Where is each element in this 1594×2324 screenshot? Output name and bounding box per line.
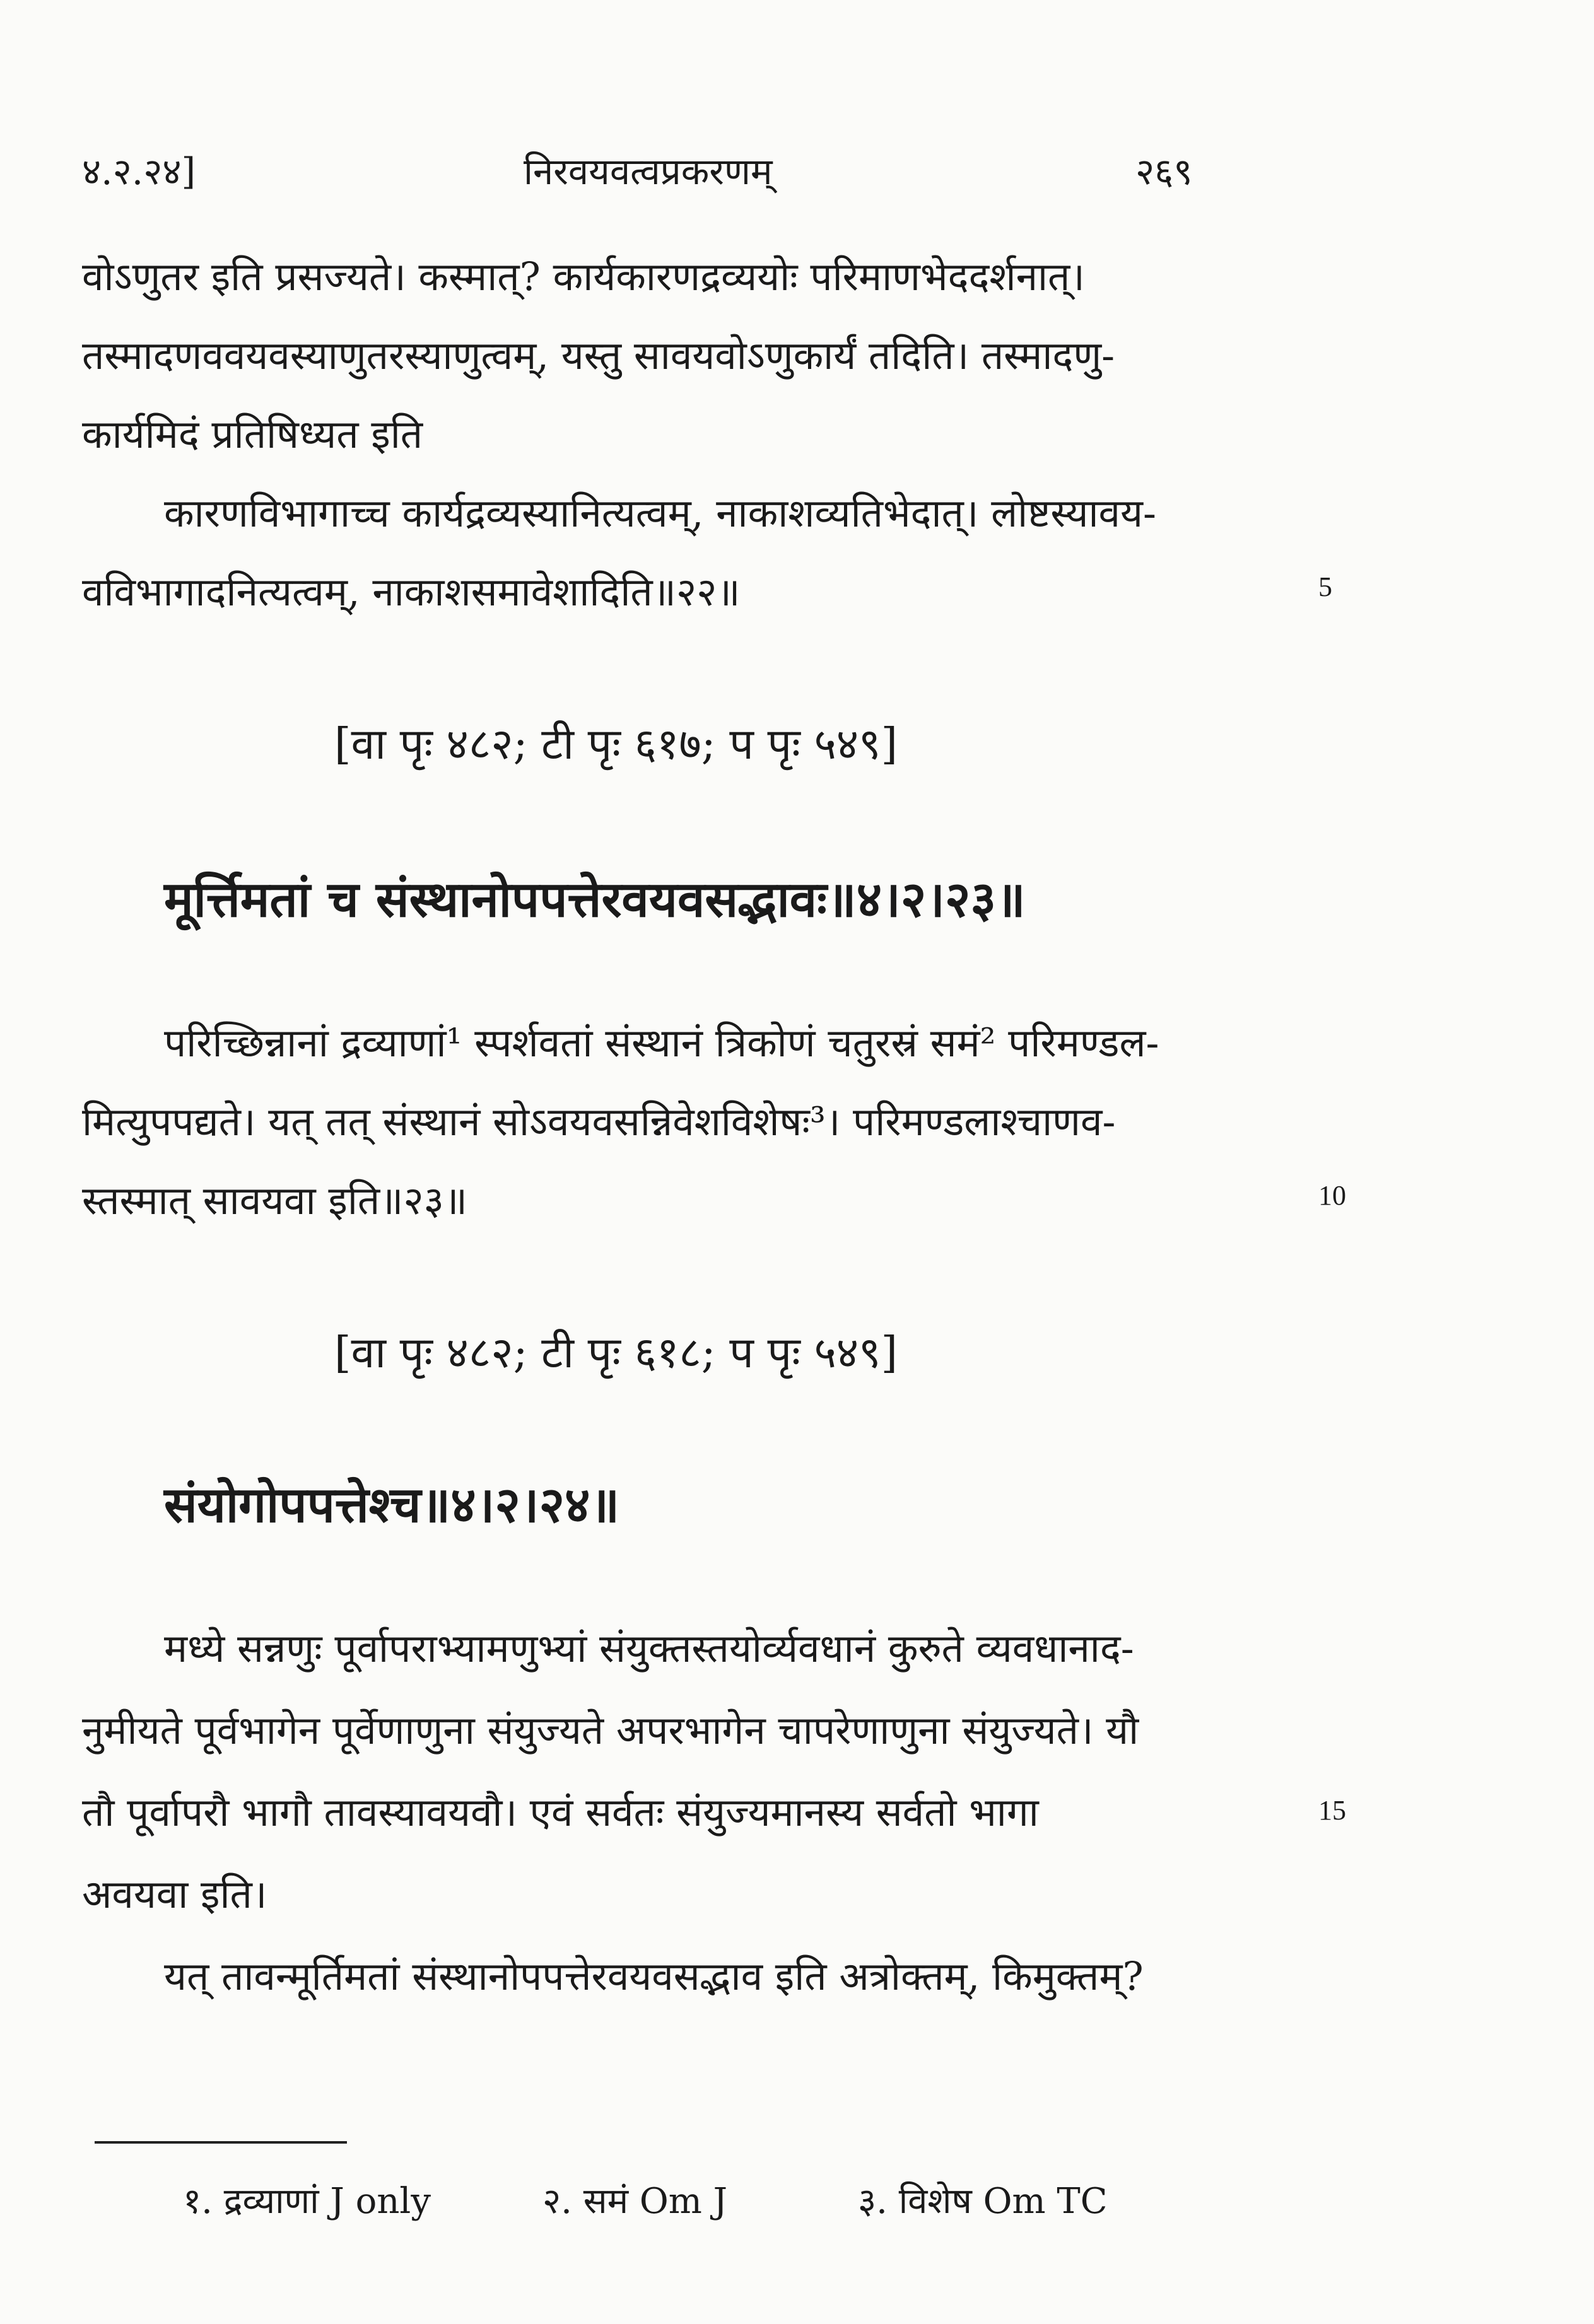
paragraph-line: नुमीयते पूर्वभागेन पूर्वेणाणुना संयुज्यते अपरभागेन चापरेणाणुना संयुज्यते। यौ [82, 1707, 1139, 1753]
footnote: १. द्रव्याणां J only [183, 2181, 431, 2222]
footnote: २. समं Om J [542, 2181, 728, 2222]
paragraph-line: यत् तावन्मूर्तिमतां संस्थानोपपत्तेरवयवसद्भाव इति अत्रोक्तम्, किमुक्तम्? [164, 1953, 1144, 1999]
header-section-number: ४.२.२४] [82, 150, 196, 193]
line-number: 10 [1318, 1180, 1346, 1211]
header-page-number: २६९ [1135, 150, 1193, 193]
paragraph-line: तौ पूर्वापरौ भागौ तावस्यावयवौ। एवं सर्वतः संयुज्यमानस्य सर्वतो भागा [82, 1789, 1039, 1835]
paragraph-line: मध्ये सन्नणुः पूर्वापराभ्यामणुभ्यां संयुक्तस्तयोर्व्यवधानं कुरुते व्यवधानाद- [164, 1625, 1134, 1671]
paragraph-line: स्तस्मात् सावयवा इति॥२३॥ [82, 1177, 467, 1223]
header-title: निरवयवत्वप्रकरणम् [524, 150, 773, 193]
paragraph-line: मित्युपपद्यते। यत् तत् संस्थानं सोऽवयवसन्निवेशविशेषः³। परिमण्डलाश्चाणव- [82, 1099, 1116, 1145]
paragraph-line: कार्यमिदं प्रतिषिध्यत इति [82, 411, 423, 457]
paragraph-line: कारणविभागाच्च कार्यद्रव्यस्यानित्यत्वम्, नाकाशव्यतिभेदात्। लोष्टस्यावय- [164, 490, 1156, 536]
line-number: 15 [1318, 1795, 1346, 1826]
paragraph-line: तस्मादणववयवस्याणुतरस्याणुत्वम्, यस्तु सावयवोऽणुकार्यं तदिति। तस्मादणु- [82, 332, 1115, 378]
footnote-divider [95, 2141, 347, 2144]
line-number: 5 [1318, 571, 1332, 602]
paragraph-line: वोऽणुतर इति प्रसज्यते। कस्मात्? कार्यकारणद्रव्ययोः परिमाणभेददर्शनात्। [82, 254, 1085, 300]
reference-citation: [वा पृः ४८२; टी पृः ६१७; प पृः ५४९] [334, 720, 898, 769]
reference-citation: [वा पृः ४८२; टी पृः ६१८; प पृः ५४९] [334, 1328, 898, 1378]
paragraph-line: वविभागादनित्यत्वम्, नाकाशसमावेशादिति॥२२॥ [82, 569, 741, 615]
paragraph-line: परिच्छिन्नानां द्रव्याणां¹ स्पर्शवतां संस्थानं त्रिकोणं चतुरस्रं समं² परिमण्डल- [164, 1020, 1159, 1066]
paragraph-line: अवयवा इति। [82, 1871, 267, 1917]
footnote: ३. विशेष Om TC [858, 2181, 1108, 2222]
sutra-heading: संयोगोपपत्तेश्च॥४।२।२४॥ [164, 1476, 620, 1534]
sutra-heading: मूर्त्तिमतां च संस्थानोपपत्तेरवयवसद्भावः॥४।२।२३॥ [164, 871, 1026, 928]
